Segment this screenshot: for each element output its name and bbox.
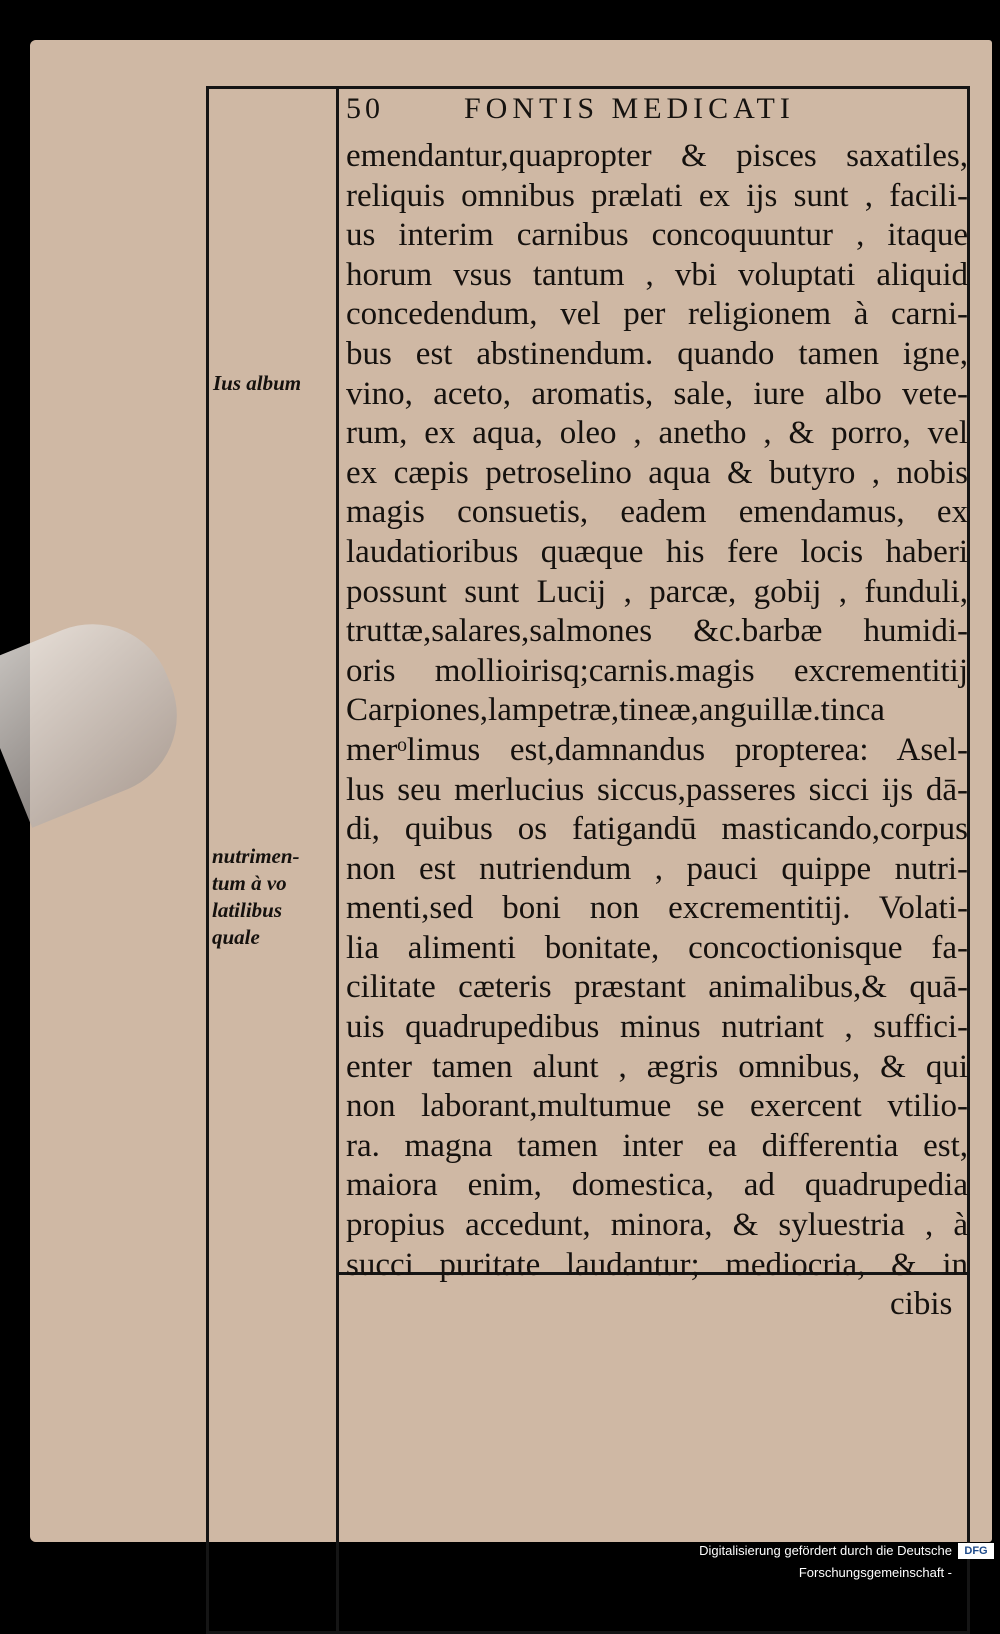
text-line: Carpiones,lampetræ,tineæ,anguillæ.tinca xyxy=(346,692,885,729)
text-line: succi puritate laudantur; mediocria, & in xyxy=(346,1246,968,1283)
text-line: lia alimenti bonitate, concoctionisque fa- xyxy=(346,929,968,966)
margin-note-line: quale xyxy=(212,925,260,949)
margin-note-nutrimentum xyxy=(212,843,300,951)
page-number: 50 xyxy=(346,92,384,125)
text-line: merᵒlimus est,damnandus propterea: Asel- xyxy=(346,731,968,768)
text-line: horum vsus tantum , vbi voluptati aliquid xyxy=(346,256,968,293)
margin-note-line: tum à vo xyxy=(212,871,287,895)
margin-note-ius-album xyxy=(213,370,301,397)
text-line: vino, aceto, aromatis, sale, iure albo vete- xyxy=(346,375,968,412)
text-line: reliquis omnibus prælati ex ijs sunt , facili- xyxy=(346,177,968,214)
text-line: enter tamen alunt , ægris omnibus, & qui xyxy=(346,1048,968,1085)
text-line: truttæ,salares,salmones &c.barbæ humidi- xyxy=(346,613,968,650)
text-line: us interim carnibus concoquuntur , itaque xyxy=(346,217,968,254)
text-line: ra. magna tamen inter ea differentia est, xyxy=(346,1127,968,1164)
text-line: maiora enim, domestica, ad quadrupedia xyxy=(346,1167,968,1204)
text-line: non laborant,multumue se exercent vtilio- xyxy=(346,1088,968,1125)
text-line: di, quibus os fatigandū masticando,corpus xyxy=(346,811,968,848)
digitization-credit: Digitalisierung gefördert durch die Deutsche Forschungsgemeinschaft - xyxy=(699,1543,952,1580)
text-line: cilitate cæteris præstant animalibus,& quā- xyxy=(346,969,968,1006)
dfg-logo: DFG xyxy=(958,1543,994,1559)
text-line: uis quadrupedibus minus nutriant , suffici- xyxy=(346,1009,968,1046)
text-line: propius accedunt, minora, & syluestria , à xyxy=(346,1207,968,1244)
margin-column-rule xyxy=(336,86,339,1634)
text-line: menti,sed boni non excrementitij. Volati- xyxy=(346,890,968,927)
page-header xyxy=(342,92,962,132)
text-line: oris mollioirisq;carnis.magis excrementitij xyxy=(346,652,968,689)
running-title: FONTIS MEDICATI xyxy=(464,92,795,125)
text-line: bus est abstinendum. quando tamen igne, xyxy=(346,335,968,372)
text-line: rum, ex aqua, oleo , anetho , & porro, vel xyxy=(346,415,968,452)
text-line: possunt sunt Lucij , parcæ, gobij , funduli, xyxy=(346,573,968,610)
text-line: lus seu merlucius siccus,passeres sicci ijs dā- xyxy=(346,771,968,808)
text-line: emendantur,quapropter & pisces saxatiles, xyxy=(346,138,968,174)
margin-note-line: Ius album xyxy=(213,371,302,395)
catchword: cibis xyxy=(890,1286,953,1322)
text-line: ex cæpis petroselino aqua & butyro , nobis xyxy=(346,454,968,491)
margin-note-line: latilibus xyxy=(212,898,283,922)
text-line: magis consuetis, eadem emendamus, ex xyxy=(346,494,968,531)
margin-note-line: nutrimen- xyxy=(212,844,300,868)
body-text xyxy=(346,137,968,1285)
text-line: laudatioribus quæque his fere locis haberi xyxy=(346,533,968,570)
text-line: non est nutriendum , pauci quippe nutri- xyxy=(346,850,968,887)
text-line: concedendum, vel per religionem à carni- xyxy=(346,296,968,333)
